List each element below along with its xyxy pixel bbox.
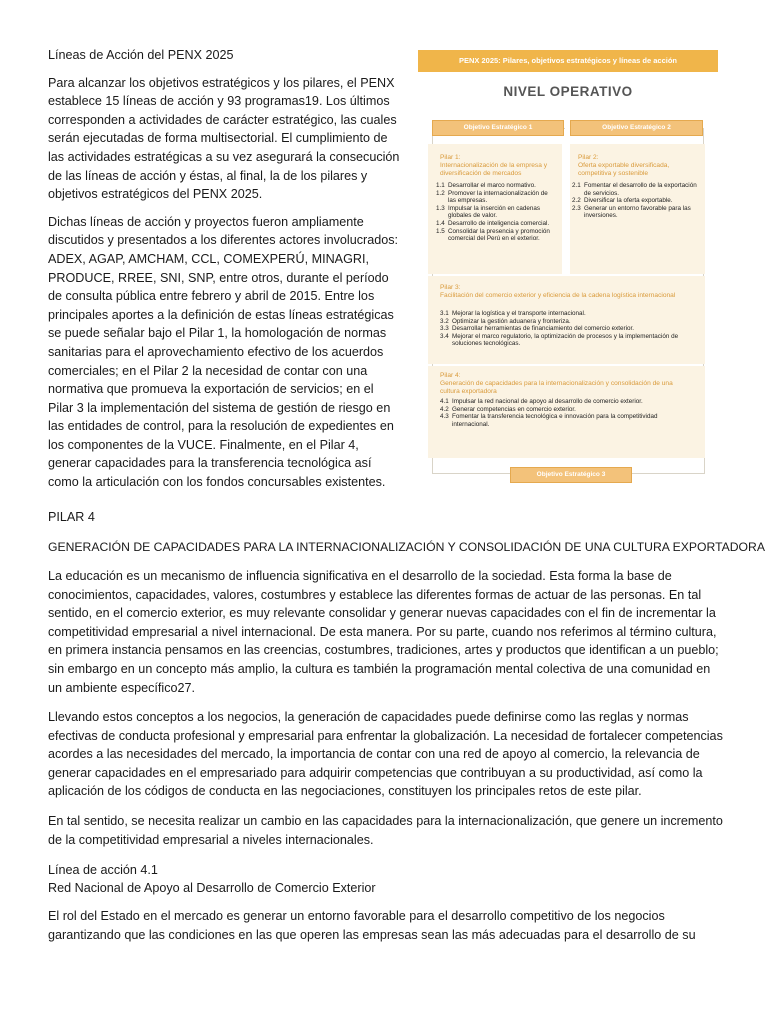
item-text: Fomentar el desarrollo de la exportación de servicios. xyxy=(584,182,697,197)
pilar-list-item xyxy=(440,325,680,333)
body-paragraph-1 xyxy=(48,567,724,697)
item-number: 3.2 xyxy=(440,317,449,325)
pilar-list-item xyxy=(436,220,556,228)
pilar-3-title: Pilar 3: Facilitación del comercio exterior y eficiencia de la cadena logística internacional xyxy=(440,284,676,300)
item-text: Promover la internacionalización de las empresas. xyxy=(448,189,548,205)
figure-band: PENX 2025: Pilares, objetivos estratégicos y líneas de acción xyxy=(418,50,718,72)
figure-title: NIVEL OPERATIVO xyxy=(503,84,633,99)
item-number: 2.3 xyxy=(572,204,581,212)
paragraph-text: La educación es un mecanismo de influencia significativa en el desarrollo de la sociedad. Esta forma la base de conocimientos, capacidades, valores, costumbres y establece las diferentes formas de actuar de las personas. En tal sentido, en el comercio exterior, es muy relevante consolidar y generar nuevas capacidades con el fin de incrementar la competitividad empresarial a nivel internacional. De esta manera. Por su parte, cuando nos referimos al término cultura, en primera instancia pensamos en las creencias, costumbres, tradiciones, artes y productos que identifican a un pueblo; sin embargo en un concepto más amplio, la cultura es también la programación mental colectiva de una comunidad en un ambiente específico27. xyxy=(48,569,719,695)
pilar-heading: GENERACIÓN DE CAPACIDADES PARA LA INTERNACIONALIZACIÓN Y CONSOLIDACIÓN DE UNA CULTURA EXPORTADORA xyxy=(48,540,765,554)
item-text: Desarrollar el marco normativo. xyxy=(448,182,536,189)
linea-accion-title: Red Nacional de Apoyo al Desarrollo de Comercio Exterior xyxy=(48,881,376,895)
item-number: 1.1 xyxy=(436,182,445,189)
item-text: Mejorar la logística y el transporte internacional. xyxy=(452,310,586,317)
pilar-list-item xyxy=(436,228,556,243)
pilar-label: PILAR 4 xyxy=(48,510,95,524)
objetivo-3-tab: Objetivo Estratégico 3 xyxy=(510,467,632,483)
pilar-4-title: Pilar 4: Generación de capacidades para la internacionalización y consolidación de una cultura exportadora xyxy=(440,372,673,396)
item-text: Mejorar el marco regulatorio, la optimización de procesos y la implementación de soluciones tecnológicas. xyxy=(452,332,679,348)
item-number: 3.4 xyxy=(440,332,449,340)
paragraph-text: Llevando estos conceptos a los negocios, la generación de capacidades puede definirse como las reglas y normas efectivas de conducta profesional y empresarial para enfrentar la globalización. La necesidad de fortalecer competencias acordes a las necesidades del mercado, la importancia de contar con una red de apoyo al comercio, la relevancia de generar capacidades en el empresariado para adquirir competencias que contribuyan a su productividad, así como la aplicación de los códigos de conducta en las negociaciones, constituyen los principales retos de este pilar. xyxy=(48,710,723,799)
item-text: Impulsar la inserción en cadenas globales de valor. xyxy=(448,204,541,220)
pilar-2-list xyxy=(572,182,698,220)
item-number: 1.3 xyxy=(436,204,445,212)
pilar-1-title: Pilar 1: Internacionalización de la empresa y diversificación de mercados xyxy=(440,154,548,178)
paragraph-text: El rol del Estado en el mercado es generar un entorno favorable para el desarrollo competitivo de los negocios garantizando que las condiciones en las que operen las empresas sean las más adecuadas para el desarrollo de su xyxy=(48,909,696,942)
pilar-list-item xyxy=(440,318,680,326)
body-paragraph-4 xyxy=(48,907,724,944)
item-number: 1.2 xyxy=(436,189,445,197)
item-text: Impulsar la red nacional de apoyo al desarrollo de comercio exterior. xyxy=(452,398,643,405)
item-number: 1.5 xyxy=(436,227,445,235)
intro-column xyxy=(48,46,400,501)
item-text: Optimizar la gestión aduanera y fronteriza. xyxy=(452,317,571,325)
linea-accion-number: Línea de acción 4.1 xyxy=(48,863,158,877)
item-number: 3.1 xyxy=(440,310,449,317)
item-number: 2.1 xyxy=(572,182,581,189)
item-number: 4.2 xyxy=(440,405,449,413)
item-text: Fomentar la transferencia tecnológica e innovación para la competitividad internacional. xyxy=(452,413,658,428)
paragraph-text: En tal sentido, se necesita realizar un cambio en las capacidades para la internacionalización, que genere un incremento de la competitividad empresarial a niveles internacionales. xyxy=(48,814,723,847)
pilar-3-list xyxy=(440,310,680,348)
body-paragraph-2 xyxy=(48,708,724,801)
pilar-list-item xyxy=(436,182,556,190)
body-paragraph-3 xyxy=(48,812,724,849)
intro-paragraph-1: Para alcanzar los objetivos estratégicos y los pilares, el PENX establece 15 líneas de acción y 93 programas19. Los últimos corresponden a actividades de carácter estratégico, las cuales serán ejecutadas de forma multisectorial. El cumplimiento de las actividades estratégicas a su vez asegurará la consecución de las líneas de acción y éstas, al final, la de los pilares y objetivos estratégicos del PENX 2025. xyxy=(48,75,400,202)
item-number: 4.1 xyxy=(440,398,449,405)
objetivo-1-tab: Objetivo Estratégico 1 xyxy=(432,120,564,136)
item-text: Diversificar la oferta exportable. xyxy=(584,197,673,205)
item-number: 2.2 xyxy=(572,197,581,205)
pilar-list-item xyxy=(572,205,698,220)
pilar-1-list xyxy=(436,182,556,243)
pilar-list-item xyxy=(440,333,680,348)
pilar-2-title: Pilar 2: Oferta exportable diversificada, competitiva y sostenible xyxy=(578,154,670,178)
pilar-list-item xyxy=(440,413,680,428)
pilar-list-item xyxy=(440,398,680,406)
item-number: 4.3 xyxy=(440,413,449,421)
penx-figure xyxy=(418,50,718,487)
objetivo-2-tab: Objetivo Estratégico 2 xyxy=(570,120,703,136)
item-text: Generar un entorno favorable para las inversiones. xyxy=(584,204,691,220)
pilar-list-item xyxy=(436,205,556,220)
item-number: 1.4 xyxy=(436,219,445,227)
pilar-list-item xyxy=(572,197,698,205)
intro-heading: Líneas de Acción del PENX 2025 xyxy=(48,48,234,62)
pilar-list-item xyxy=(436,190,556,205)
item-text: Generar competencias en comercio exterior. xyxy=(452,405,576,413)
pilar-list-item xyxy=(440,406,680,414)
item-text: Consolidar la presencia y promoción comercial del Perú en el exterior. xyxy=(448,227,550,243)
item-text: Desarrollo de inteligencia comercial. xyxy=(448,219,550,227)
item-number: 3.3 xyxy=(440,325,449,333)
pilar-4-list xyxy=(440,398,680,428)
pilar-list-item xyxy=(572,182,698,197)
intro-paragraph-2: Dichas líneas de acción y proyectos fueron ampliamente discutidos y presentados a los diferentes actores involucrados: ADEX, AGAP, AMCHAM, CCL, COMEXPERÚ, MINAGRI, PRODUCE, RREE, SNI, SNP, entre otros, durante el período de consulta pública entre febrero y abril de 2015. Entre los principales aportes a la definición de estas líneas estratégicas se puede señalar bajo el Pilar 1, la homologación de normas sanitarias para el aprovechamiento efectivo de los acuerdos comerciales; en el Pilar 2 la necesidad de contar con una normativa que promueva la exportación de servicios; en el Pilar 3 la implementación del sistema de gestión de riesgo en las entidades de control, para la resolución de expedientes en los componentes de la VUCE. Finalmente, en el Pilar 4, generar capacidades para la transferencia tecnológica así como la articulación con los fondos concursables existentes. xyxy=(48,214,399,490)
pilar-list-item xyxy=(440,310,680,318)
item-text: Desarrollar herramientas de financiamiento del comercio exterior. xyxy=(452,325,634,333)
